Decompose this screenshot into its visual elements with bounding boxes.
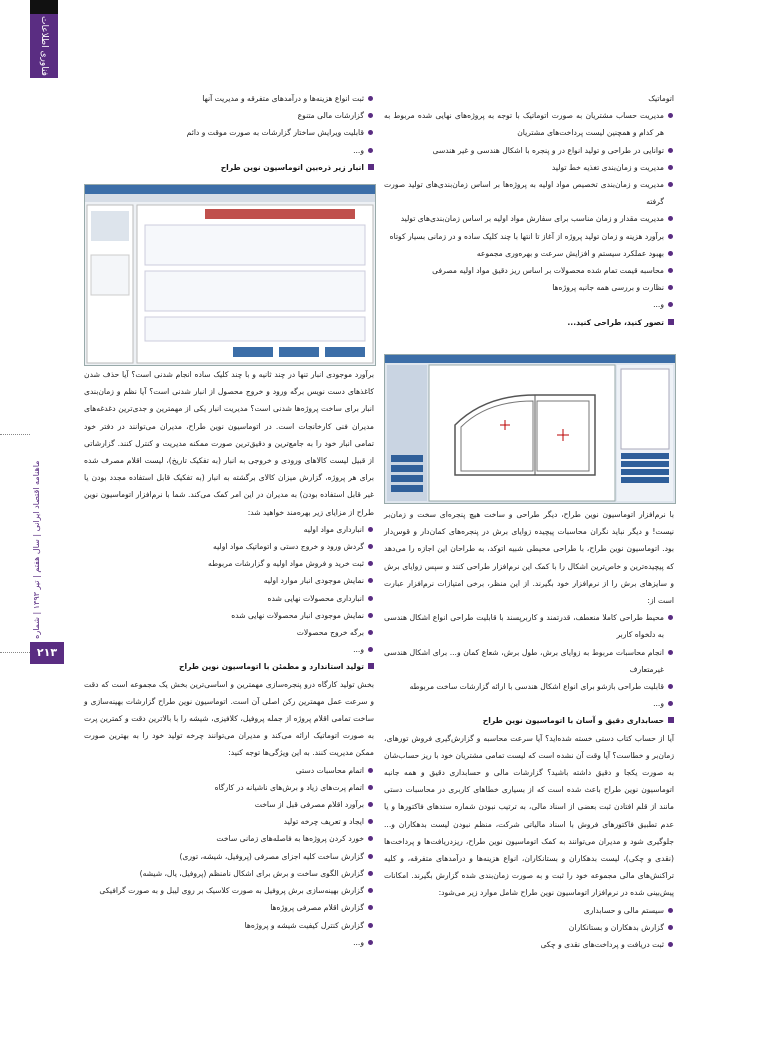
list-item: و... — [384, 296, 674, 313]
left-list-c — [84, 762, 374, 951]
list-item: مدیریت و زمان‌بندی تغذیه خط تولید — [384, 159, 674, 176]
list-item: گزارش ساخت کلیه اجزای مصرفی (پروفیل، شیشه، توری) — [84, 848, 374, 865]
list-item: برگه خروج محصولات — [84, 624, 374, 641]
list-item: نظارت و بررسی همه جانبه پروژه‌ها — [384, 279, 674, 296]
list-item: بهبود عملکرد سیستم و افزایش سرعت و بهره‌وری مجموعه — [384, 245, 674, 262]
list-item: اتمام پرت‌های زیاد و برش‌های ناشیانه در کارگاه — [84, 779, 374, 796]
list-continuation: اتوماتیک — [648, 94, 674, 103]
left-list-a — [84, 90, 374, 159]
inventory-form-illustration — [85, 185, 375, 365]
list-item: انجام محاسبات مربوط به زوایای برش، طول برش، شعاع کمان و... برای اشکال هندسی غیرمتعارف — [384, 644, 674, 678]
list-item: مدیریت مقدار و زمان مناسب برای سفارش مواد اولیه بر اساس زمان‌بندی‌های تولید — [384, 210, 674, 227]
list-item: گزارش کنترل کیفیت شیشه و پروژه‌ها — [84, 917, 374, 934]
inventory-software-screenshot — [84, 184, 376, 366]
list-item: مدیریت و زمان‌بندی تخصیص مواد اولیه به پروژه‌ها بر اساس زمان‌بندی‌های تولید صورت گرفته — [384, 176, 674, 210]
list-item: گزارش اقلام مصرفی پروژه‌ها — [84, 899, 374, 916]
list-item: ایجاد و تعریف چرخه تولید — [84, 813, 374, 830]
window-design-screenshot — [384, 354, 676, 504]
list-item: انبارداری محصولات نهایی شده — [84, 590, 374, 607]
top-black-bar — [30, 0, 58, 14]
list-item: و... — [84, 641, 374, 658]
left-list-b — [84, 521, 374, 659]
list-item: قابلیت ویرایش ساختار گزارشات به صورت موقت و دائم — [84, 124, 374, 141]
list-item: گردش ورود و خروج دستی و اتوماتیک مواد اولیه — [84, 538, 374, 555]
section-heading: تولید استاندارد و مطمئن با اتوماسیون نوین طراح — [84, 658, 374, 675]
right-column-lower — [384, 506, 674, 953]
list-item: محیط طراحی کاملا منعطف، قدرتمند و کاربرپسند با قابلیت طراحی انواع اشکال هندسی به دلخواه کاربر — [384, 609, 674, 643]
list-item: برآورد هزینه و زمان تولید پروژه از آغاز تا انتها با چند کلیک ساده و در زمانی بسیار کوتاه — [384, 228, 674, 245]
running-header: ماهنامه اقتصاد ایرانی | سال هفتم | تیر ۱۳۹۳ | شماره — [32, 460, 41, 639]
list-item: برآورد اقلام مصرفی قبل از ساخت — [84, 796, 374, 813]
paragraph: آیا از حساب کتاب دستی خسته شده‌اید؟ آیا سرعت محاسبه و گزارش‌گیری فروش تورهای، زمان‌بر و خطاست؟ آیا وقت آن نشده است که لیست تمامی مشتریان خود با ریز حساب‌شان به صورت یکجا و دقیق داشته باشید؟ گزارشات مالی و حسابداری دقیق و همه جانبه اتوماسیون نوین طراح باعث شده است که از بسیاری خطاهای کاربری در محاسبات دستی مانند از قلم افتادن ثبت بعضی از اسناد مالی، به ترتیب نبودن شماره سندهای فاکتورها و یا عدم تطبیق فاکتورهای فروش با اسناد مالیاتی شرکت، منظم نبودن لیست بدهکاران و... جلوگیری شود و مدیران می‌توانند به کمک اتوماسیون نوین طراح، ریزدریافت‌ها و پرداخت‌ها (نقدی و چکی)، لیست بدهکاران و بستانکاران، انواع هزینه‌ها و درآمدهای متفرقه، و کلیه تراکنش‌های مالی مجموعه خود را ثبت و به صورت زمان‌بندی شده گزارش بگیرند. امکانات پیش‌بینی شده در نرم‌افزار اتوماسیون نوین طراح شامل موارد زیر می‌شود: — [384, 733, 674, 898]
list-item: انبارداری مواد اولیه — [84, 521, 374, 538]
list-item: نمایش موجودی انبار محصولات نهایی شده — [84, 607, 374, 624]
list-item: مدیریت حساب مشتریان به صورت اتوماتیک با توجه به پروژه‌های نهایی شده مربوط به هر کدام و همچنین لیست پرداخت‌های مشتریان — [384, 107, 674, 141]
page-number: ۲۱۳ — [30, 642, 64, 664]
left-column-lower — [84, 366, 374, 951]
list-item: خورد کردن پروژه‌ها به فاصله‌های زمانی ساخت — [84, 830, 374, 847]
right-list-a — [384, 90, 674, 314]
paragraph: بخش تولید کارگاه درو پنجره‌سازی مهمترین و اساسی‌ترین بخش یک مجموعه است که دقت و سرعت عمل مهمترین رکن اصلی آن است. اتوماسیون نوین طراح گزارشات بهینه‌سازی و ساخت تمامی اقلام پروژه از جمله پروفیل، کلافیزی، شیشه را با بالاترین دقت و کمترین پرت به صورت اتوماتیک ارائه می‌کند و مدیران می‌توانند چرخه تولید خود را به بهترین صورت ممکن مدیریت کنند. به این ویژگی‌ها توجه کنید: — [84, 679, 374, 758]
list-item: گزارش بدهکاران و بستانکاران — [384, 919, 674, 936]
window-design-illustration — [385, 355, 675, 503]
list-item: ثبت خرید و فروش مواد اولیه و گزارشات مربوطه — [84, 555, 374, 572]
list-item: ثبت دریافت و پرداخت‌های نقدی و چکی — [384, 936, 674, 953]
paragraph: با نرم‌افزار اتوماسیون نوین طراح، دیگر طراحی و ساخت هیچ پنجره‌ای سخت و زمان‌بر نیست! و دیگر نباید نگران محاسبات پیچیده زوایای برش در پنجره‌های کمان‌دار و قوس‌دار بود. اتوماسیون نوین طراح، با طراحی محیطی شبیه اتوکد، به طراحان این اجازه را می‌دهد که پیچیده‌ترین و خاص‌ترین اشکال را با کمک این نرم‌افزار طراحی کنند و سپس زوایای برش و سایزهای برش را از نرم‌افزار خود بگیرند. از این منظر، برخی امتیازات نرم‌افزار عبارت است از: — [384, 510, 674, 606]
right-list-b — [384, 609, 674, 712]
section-heading: تصور کنید، طراحی کنید... — [384, 314, 674, 331]
list-item: محاسبه قیمت تمام شده محصولات بر اساس ریز دقیق مواد اولیه مصرفی — [384, 262, 674, 279]
list-item: نمایش موجودی انبار موارد اولیه — [84, 572, 374, 589]
list-item: سیستم مالی و حسابداری — [384, 902, 674, 919]
section-heading: انبار زیر ذره‌بین اتوماسیون نوین طراح — [84, 159, 374, 176]
list-item: و... — [84, 142, 374, 159]
list-item: گزارش الگوی ساخت و برش برای اشکال نامنظم (پروفیل، یال، شیشه) — [84, 865, 374, 882]
section-tab: فناوری اطلاعات — [30, 14, 58, 78]
left-column — [84, 90, 374, 176]
paragraph: برآورد موجودی انبار تنها در چند ثانیه و با چند کلیک ساده انجام شدنی است؟ آیا حذف شدن کاغذهای دست نویس برگه ورود و خروج محصول از انبار شدنی است؟ آیا نظم و زمان‌بندی انبار برای ساخت پروژه‌ها شدنی است؟ مدیریت انبار یکی از مهمترین و جدی‌ترین دغدغه‌های مدیران فنی کارخانجات است. در اتوماسیون نوین طراح، مدیران می‌توانند در دفتر خود تمامی انبار خود را به جامع‌ترین و دقیق‌ترین صورت ممکنه مدیریت و کنترل کنند. گزارشاتی از قبیل لیست کالاهای ورودی و خروجی به انبار (به تفکیک تاریخ)، لیست اقلام مصرف شده برای هر پروژه، گزارش میزان کالای برگشته به انبار (به تفکیک قابل استفاده مجدد بودن یا غیر قابل استفاده بودن) به مدیران در این امر کمک می‌کند. شما با نرم‌افزار اتوماسیون نوین طراح از مزایای زیر بهره‌مند خواهید شد: — [84, 370, 374, 517]
right-column — [384, 90, 674, 331]
list-item: ثبت انواع هزینه‌ها و درآمدهای متفرقه و مدیریت آنها — [84, 90, 374, 107]
margin-divider — [0, 434, 30, 435]
list-item: قابلیت طراحی بازشو برای انواع اشکال هندسی با ارائه گزارشات ساخت مربوطه — [384, 678, 674, 695]
section-heading: حسابداری دقیق و آسان با اتوماسیون نوین طراح — [384, 712, 674, 729]
list-item: گزارشات مالی متنوع — [84, 107, 374, 124]
list-item: و... — [384, 695, 674, 712]
list-item: اتمام محاسبات دستی — [84, 762, 374, 779]
right-list-c — [384, 902, 674, 954]
list-item: و... — [84, 934, 374, 951]
list-item: گزارش بهینه‌سازی برش پروفیل به صورت کلاسیک بر روی لیبل و به صورت گرافیکی — [84, 882, 374, 899]
list-item: توانایی در طراحی و تولید انواع در و پنجره با اشکال هندسی و غیر هندسی — [384, 142, 674, 159]
margin-divider-2 — [0, 652, 30, 653]
